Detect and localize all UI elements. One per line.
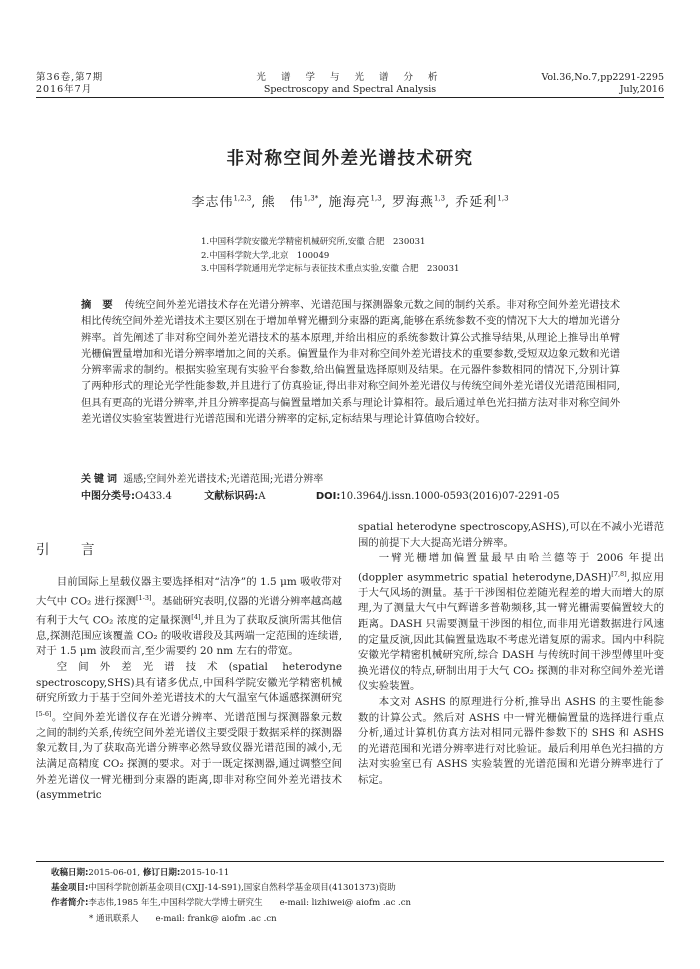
date-cn: 2016年7月 [36,84,93,95]
header-volume-en [541,72,664,96]
citation[interactable]: [4] [191,612,201,621]
citation[interactable]: [5-6] [36,709,52,718]
footnote-bio: 作者简介:李志伟,1985 年生,中国科学院大学博士研究生 e-mail: lizhiwei@ aiofm .ac .cn [51,898,411,909]
doi-label: DOI: [315,491,341,502]
section-heading-intro: 引 言 [36,542,104,558]
footnote-rule [36,861,664,862]
date-en: July,2016 [619,84,664,95]
author-affil-sup: 1,3* [303,194,319,203]
author-affil-sup: 1,2,3 [233,194,252,203]
paragraph: 一臂光栅增加偏置量最早由哈兰德等于 2006 年提出(doppler asymmetric spatial heterodyne,DASH)[7,8],拟应用于大气风场的测量。基于干涉图相位差随光程差的增大而增大的原理,为了测量大气中气辉谱多普勒频移,其一臂光栅需要偏置较大的距离。DASH 只需要测量干涉图的相位,而非用光谱数据进行风速的定量反演,因此其偏置量选取不考虑光谱复原的需求。国内中科院安徽光学精密机械研究所,综合 DASH 与传统时间干涉型傅里叶变换光谱仪的特点,研制出用于大气 CO₂ 探测的非对称空间外差光谱仪实验装置。 [358,552,664,693]
citation[interactable]: [1-3] [136,593,152,602]
citation[interactable]: [7,8] [611,569,627,578]
footnote-dates: 收稿日期:2015-06-01, 修订日期:2015-10-11 [51,868,230,878]
classification [81,489,641,505]
author-sep: , [251,195,257,210]
paragraph: 空间外差光谱技术(spatial heterodyne spectroscopy,SHS)具有诸多优点,中国科学院安徽光学精密机械研究所致力于基于空间外差光谱技术的大气温室气体遥感探测研究[5-6]。空间外差光谱仪存在光谱分辨率、光谱范围与探测器象元数之间的制约关系,传统空间外差光谱仪主要受限于数据采样的探测器象元数目,为了获取高光谱分辨率必然导致仪器光谱范围的减小,无法满足高精度 CO₂ 探测的要求。对于一既定探测器,通过调整空间外差光谱仪一臂光栅到分束器的距离,即非对称空间外差光谱技术(asymmetric [36,660,342,802]
affiliation-item: 2.中国科学院大学,北京 100049 [201,250,330,261]
footnote-corresponding: * 通讯联系人 e-mail: frank@ aiofm .ac .cn [89,913,277,924]
affiliations [201,236,459,277]
volume-cn: 第36卷,第7期 [36,72,104,83]
author-sep: , [381,195,387,210]
author-name: 熊 伟 [261,195,304,210]
abstract [81,297,620,427]
author-sep: , [318,195,324,210]
abstract-text: 传统空间外差光谱技术存在光谱分辨率、光谱范围与探测器象元数之间的制约关系。非对称空间外差光谱技术相比传统空间外差光谱技术主要区别在于增加单臂光栅到分束器的距离,能够在系统参数不变的情况下大大的增加光谱分辨率。首先阐述了非对称空间外差光谱技术的基本原理,并给出相应的系统参数计算公式推导结果,从理论上推导出单臂光栅偏置量增加和光谱分辨率增加之间的关系。偏置量作为非对称空间外差光谱技术的重要参数,受短双边象元数和光谱分辨率需求的制约。根据实验室现有实验平台参数,给出偏置量选择原则及结果。在元器件参数相同的情况下,分别计算了两种形式的理论光学性能参数,并且进行了仿真验证,得出非对称空间外差光谱仪与传统空间外差光谱仪光谱范围相同,但具有更高的光谱分辨率,并且分辨率提高与偏置量增加关系与理论计算相符。最后通过单色光扫描方法对非对称空间外差光谱仪实验室装置进行光谱范围和光谱分辨率的定标,定标结果与理论计算值吻合较好。 [81,299,621,426]
author-affil-sup: 1,3 [370,194,382,203]
author-name: 乔延利 [455,195,498,210]
volume-en: Vol.36,No.7,pp2291-2295 [541,72,664,83]
doi-value[interactable]: 10.3964/j.issn.1000-0593(2016)07-2291-05 [340,491,560,502]
journal-title-en: Spectroscopy and Spectral Analysis [263,84,437,95]
clc-label: 中图分类号: [81,491,135,502]
abstract-label: 摘 要 [81,299,113,311]
keywords-label: 关键词 [81,474,120,485]
author-name: 罗海燕 [391,195,434,210]
header-rule [36,97,664,98]
doc-code-label: 文献标识码: [204,491,259,502]
author-list [0,191,700,210]
paragraph: spatial heterodyne spectroscopy,ASHS),可以在不减小光谱范围的前提下大大提高光谱分辨率。 [358,521,664,549]
doc-code-value: A [258,491,266,502]
paragraph: 目前国际上星载仪器主要选择相对“洁净”的 1.5 μm 吸收带对大气中 CO₂ 进行探测[1-3]。基础研究表明,仪器的光谱分辨率越高越有利于大气 CO₂ 浓度的定量探测[4],并且为了获取反演所需其他信息,探测范围应该覆盖 CO₂ 的吸收谱段及其两端一定范围的连续谱,对于 1.5 μm 波段而言,至少需要约 20 nm 左右的带宽。 [36,576,342,658]
right-column [358,520,664,789]
paragraph: 本文对 ASHS 的原理进行分析,推导出 ASHS 的主要性能参数的计算公式。然后对 ASHS 中一臂光栅偏置量的选择进行重点分析,通过计算机仿真方法对相同元器件参数下的 SHS 和 ASHS 的光谱范围和光谱分辨率进行对比验证。最后利用单色光扫描的方法对实验室已有 ASHS 实验装置的光谱范围和光谱分辨率进行了标定。 [358,696,664,786]
author-affil-sup: 1,3 [433,194,446,203]
left-column [36,575,342,804]
author-sep: , [445,195,451,210]
clc-value: O433.4 [135,491,172,502]
keywords [81,472,641,488]
keywords-text: 遥感;空间外差光谱技术;光谱范围;光谱分辨率 [123,474,324,485]
author-name: 李志伟 [191,195,234,210]
affiliation-item: 1.中国科学院安徽光学精密机械研究所,安徽 合肥 230031 [201,237,426,247]
author-name: 施海亮 [328,195,371,210]
author-affil-sup: 1,3 [497,194,509,203]
affiliation-item: 3.中国科学院通用光学定标与表征技术重点实验,安徽 合肥 230031 [201,264,460,275]
footnote-fund: 基金项目:中国科学院创新基金项目(CXJJ-14-S91),国家自然科学基金项目(41301373)资助 [51,883,396,894]
paper-title: 非对称空间外差光谱技术研究 [226,149,474,169]
journal-title-cn: 光 谱 学 与 光 谱 分 析 [256,72,444,83]
footnote [51,866,671,927]
